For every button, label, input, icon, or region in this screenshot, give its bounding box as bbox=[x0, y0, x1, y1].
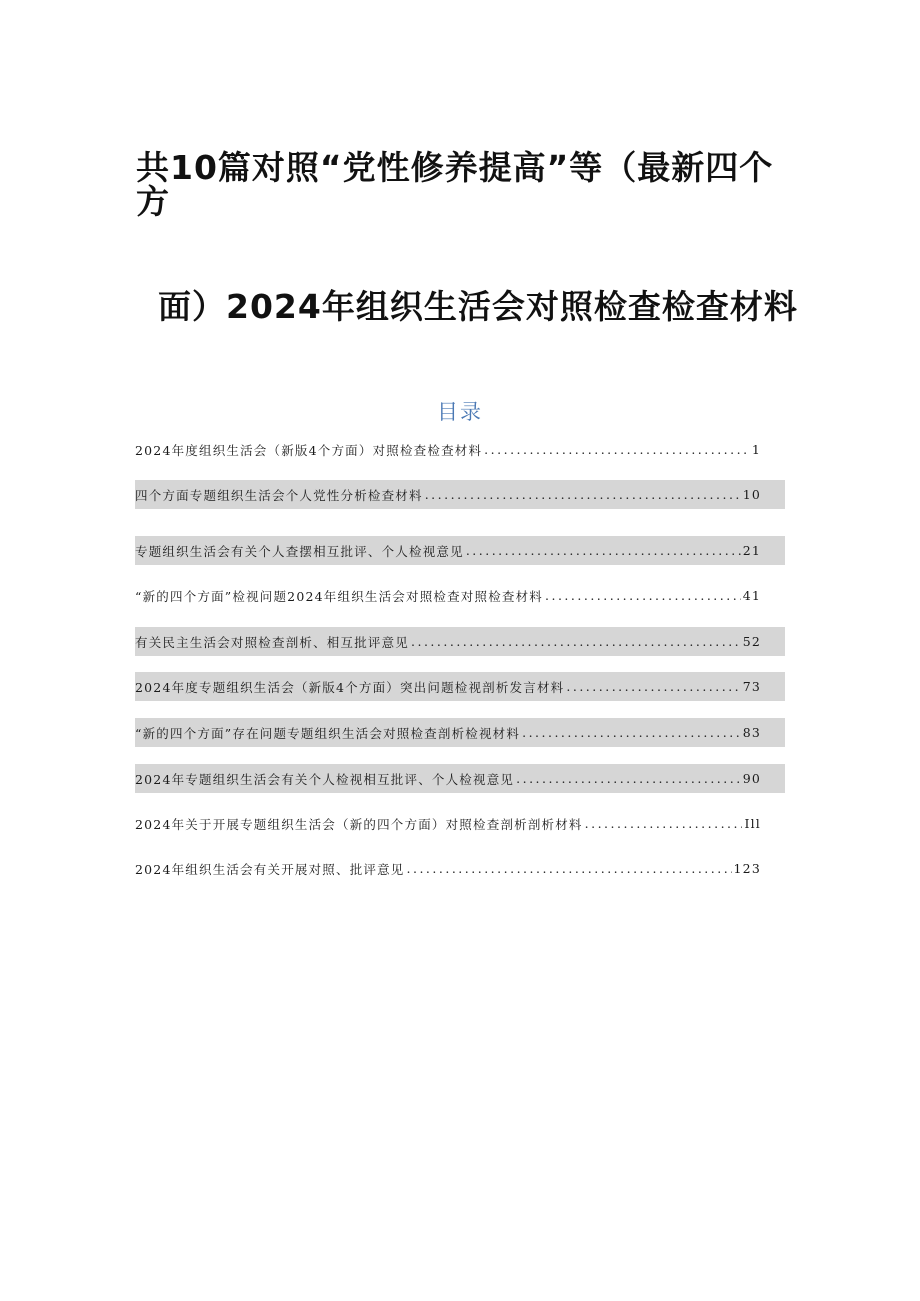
toc-entry-title: 2024年度组织生活会（新版4个方面）对照检查检查材料 bbox=[135, 442, 483, 458]
document-title-line-2: 方 bbox=[136, 182, 170, 221]
toc-entry[interactable] bbox=[135, 809, 785, 838]
toc-entry-page: 90 bbox=[742, 771, 761, 786]
toc-entry-title: 专题组织生活会有关个人查摆相互批评、个人检视意见 bbox=[135, 543, 464, 559]
toc-entry[interactable] bbox=[135, 536, 785, 565]
toc-entry-title: 2024年度专题组织生活会（新版4个方面）突出问题检视剖析发言材料 bbox=[135, 679, 565, 695]
document-title-line-3: 面）2024年组织生活会对照检查检查材料 bbox=[158, 287, 798, 326]
toc-entry-page: 73 bbox=[742, 679, 761, 694]
toc-entry-title: 有关民主生活会对照检查剖析、相互批评意见 bbox=[135, 634, 410, 650]
toc-leader-dots bbox=[425, 487, 741, 502]
toc-leader-dots bbox=[522, 725, 741, 740]
toc-entry-title: 四个方面专题组织生活会个人党性分析检查材料 bbox=[135, 487, 423, 503]
toc-entry-page: Ill bbox=[744, 816, 761, 831]
toc-leader-dots bbox=[407, 861, 732, 876]
toc-leader-dots bbox=[484, 442, 750, 457]
toc-entry-title: 2024年关于开展专题组织生活会（新的四个方面）对照检查剖析剖析材料 bbox=[135, 816, 583, 832]
toc-leader-dots bbox=[545, 588, 741, 603]
toc-entry[interactable] bbox=[135, 854, 785, 883]
toc-entry-title: “新的四个方面”检视问题2024年组织生活会对照检查对照检查材料 bbox=[135, 588, 543, 604]
toc-entry-page: 1 bbox=[751, 442, 761, 457]
toc-entry[interactable] bbox=[135, 435, 785, 464]
toc-leader-dots bbox=[585, 816, 743, 831]
toc-entry[interactable] bbox=[135, 718, 785, 747]
toc-entry-page: 21 bbox=[742, 543, 761, 558]
toc-entry[interactable] bbox=[135, 764, 785, 793]
toc-leader-dots bbox=[566, 679, 740, 694]
toc-entry[interactable] bbox=[135, 480, 785, 509]
toc-heading: 目录 bbox=[437, 400, 483, 424]
toc-leader-dots bbox=[466, 543, 741, 558]
document-title-line-1: 共10篇对照“党性修养提高”等（最新四个 bbox=[136, 148, 774, 187]
toc-entry[interactable] bbox=[135, 581, 785, 610]
toc-entry[interactable] bbox=[135, 627, 785, 656]
toc-entry-page: 123 bbox=[733, 861, 761, 876]
toc-entry-title: “新的四个方面”存在问题专题组织生活会对照检查剖析检视材料 bbox=[135, 725, 521, 741]
toc-leader-dots bbox=[516, 771, 741, 786]
toc-leader-dots bbox=[411, 634, 741, 649]
toc-entry-page: 10 bbox=[742, 487, 761, 502]
toc-entry[interactable] bbox=[135, 672, 785, 701]
toc-entry-title: 2024年组织生活会有关开展对照、批评意见 bbox=[135, 861, 405, 877]
toc-entry-page: 41 bbox=[742, 588, 761, 603]
toc-entry-page: 52 bbox=[742, 634, 761, 649]
toc-entry-page: 83 bbox=[742, 725, 761, 740]
toc-entry-title: 2024年专题组织生活会有关个人检视相互批评、个人检视意见 bbox=[135, 771, 515, 787]
